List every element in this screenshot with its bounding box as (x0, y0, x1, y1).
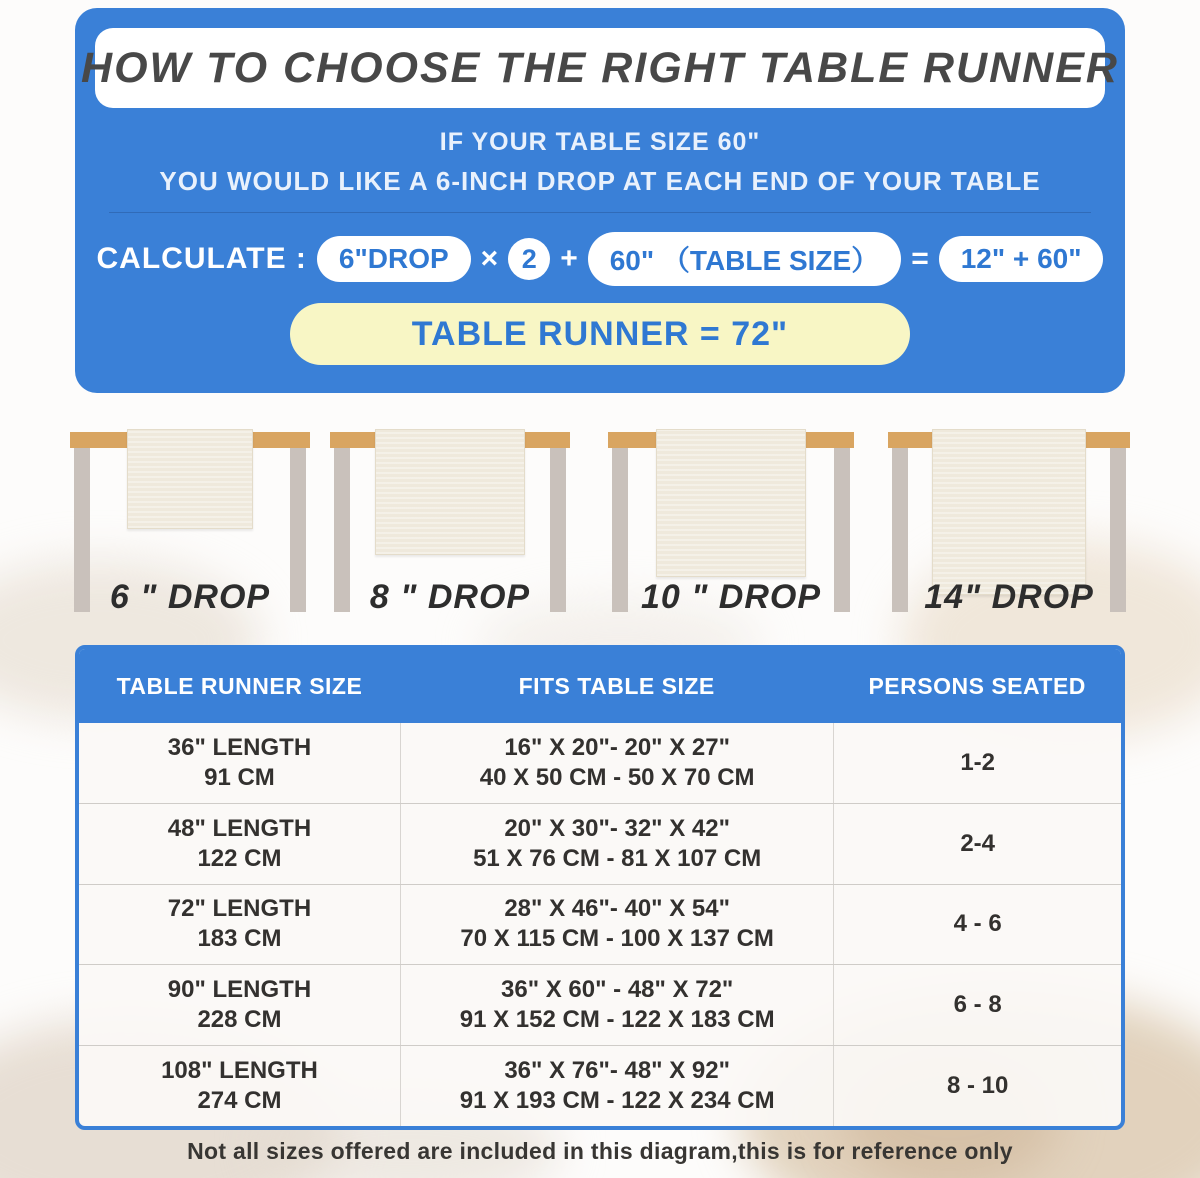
size-chart-panel (75, 645, 1125, 1130)
disclaimer-note: Not all sizes offered are included in this diagram,this is for reference only (187, 1138, 1013, 1164)
fits-size-cm: 40 X 50 CM - 50 X 70 CM (479, 763, 755, 791)
drop-label: 10 " DROP (640, 578, 822, 616)
runner-size-cm: 274 CM (197, 1087, 282, 1115)
fits-size-inches: 20" X 30"- 32" X 42" (504, 814, 730, 842)
persons-count: 8 - 10 (946, 1072, 1009, 1100)
fits-size-inches: 28" X 46"- 40" X 54" (504, 895, 730, 923)
persons-cell (833, 723, 1121, 803)
runner-size-inches: 108" LENGTH (161, 1057, 318, 1085)
persons-count: 4 - 6 (953, 910, 1002, 938)
header-runner-size: TABLE RUNNER SIZE (116, 672, 363, 699)
persons-cell (833, 804, 1121, 884)
fits-size-cell (400, 965, 833, 1045)
table-figure-8-drop (330, 425, 570, 617)
plus-operator: + (560, 242, 578, 275)
runner-size-inches: 90" LENGTH (167, 976, 312, 1004)
title-card (81, 28, 1119, 108)
table-row (79, 723, 1121, 803)
persons-count: 2-4 (960, 829, 996, 857)
runner-size-cell (79, 723, 400, 803)
persons-cell (833, 965, 1121, 1045)
size-chart-body (79, 723, 1121, 1126)
fits-size-inches: 36" X 60" - 48" X 72" (501, 976, 734, 1004)
persons-count: 6 - 8 (953, 991, 1002, 1019)
persons-cell (833, 885, 1121, 965)
fits-size-cm: 91 X 193 CM - 122 X 234 CM (459, 1087, 775, 1115)
drop-label: 8 " DROP (369, 578, 531, 616)
table-row (79, 964, 1121, 1045)
instruction-panel (75, 8, 1125, 393)
table-runner-swatch (375, 429, 525, 555)
runner-size-cm: 183 CM (197, 925, 282, 953)
fits-size-cm: 51 X 76 CM - 81 X 107 CM (473, 844, 762, 872)
page-title: HOW TO CHOOSE THE RIGHT TABLE RUNNER (81, 43, 1119, 92)
fits-size-cell (400, 804, 833, 884)
runner-size-cm: 91 CM (204, 763, 275, 791)
runner-size-cm: 122 CM (197, 844, 282, 872)
multiply-operator: × (480, 242, 499, 275)
intro-line-2: YOU WOULD LIKE A 6-INCH DROP AT EACH END OF YOUR TABLE (159, 166, 1041, 196)
header-fits-table-size: FITS TABLE SIZE (518, 672, 715, 699)
persons-count: 1-2 (960, 748, 996, 776)
fits-size-cm: 91 X 152 CM - 122 X 183 CM (459, 1006, 775, 1034)
fits-size-cell (400, 723, 833, 803)
runner-size-cell (79, 965, 400, 1045)
drop-value-pill: 6"DROP (317, 236, 471, 282)
fits-size-inches: 36" X 76"- 48" X 92" (504, 1057, 730, 1085)
runner-size-cell (79, 1046, 400, 1126)
runner-size-inches: 48" LENGTH (167, 814, 312, 842)
intro-line-1: IF YOUR TABLE SIZE 60" (439, 128, 761, 156)
table-row (79, 1045, 1121, 1126)
drop-label: 6 " DROP (109, 578, 271, 616)
runner-size-inches: 72" LENGTH (167, 895, 312, 923)
divider (109, 212, 1091, 213)
fits-size-inches: 16" X 20"- 20" X 27" (504, 733, 730, 761)
drop-label: 14" DROP (924, 578, 1094, 616)
sum-pill: 12" + 60" (939, 236, 1104, 282)
result-text: TABLE RUNNER = 72" (411, 314, 789, 353)
table-runner-swatch (127, 429, 253, 529)
header-persons-seated: PERSONS SEATED (868, 672, 1086, 699)
result-pill (290, 303, 910, 365)
persons-cell (833, 1046, 1121, 1126)
size-chart-header (79, 649, 1121, 723)
fits-size-cell (400, 885, 833, 965)
table-runner-swatch (932, 429, 1086, 595)
table-runner-swatch (656, 429, 806, 577)
runner-size-inches: 36" LENGTH (167, 733, 312, 761)
runner-size-cm: 228 CM (197, 1006, 282, 1034)
fits-size-cell (400, 1046, 833, 1126)
table-row (79, 803, 1121, 884)
multiplier-circle: 2 (508, 238, 550, 280)
calculate-label: CALCULATE : (96, 242, 307, 275)
calculation-row (75, 232, 1125, 286)
table-size-pill: 60" （TABLE SIZE） (588, 232, 901, 286)
table-figure-14-drop (888, 425, 1130, 617)
table-row (79, 884, 1121, 965)
table-figure-6-drop (70, 425, 310, 617)
runner-size-cell (79, 804, 400, 884)
fits-size-cm: 70 X 115 CM - 100 X 137 CM (460, 925, 774, 953)
table-figure-10-drop (608, 425, 854, 617)
equals-operator: = (911, 242, 929, 275)
runner-size-cell (79, 885, 400, 965)
